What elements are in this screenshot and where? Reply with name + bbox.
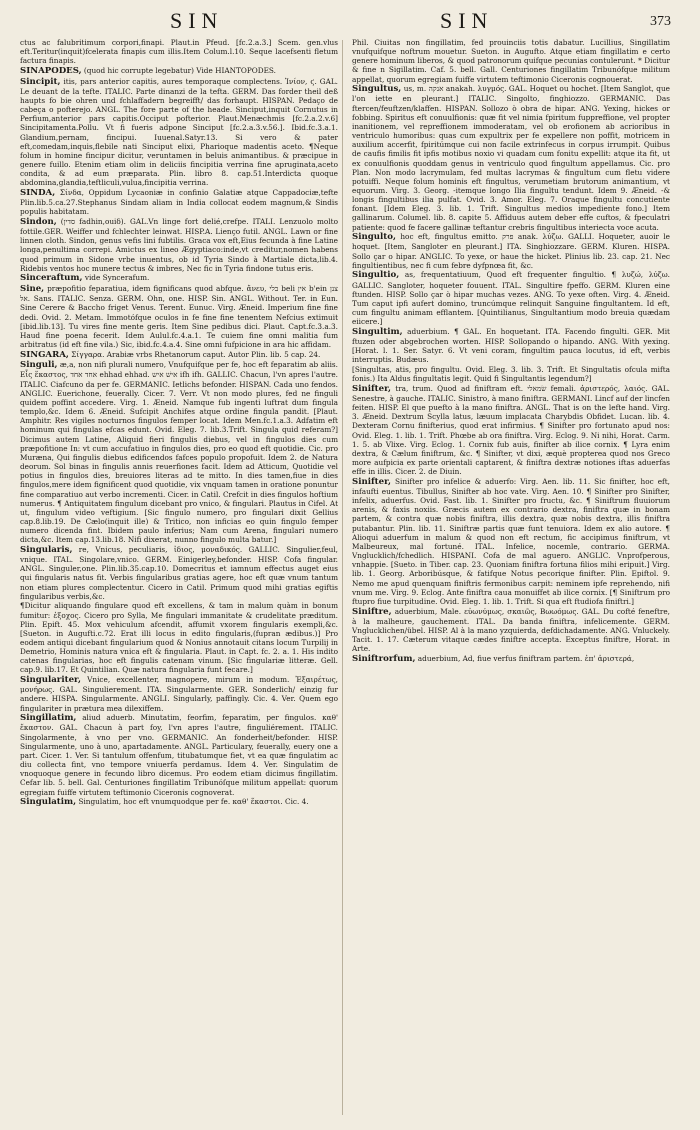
dictionary-entry [20,545,338,601]
dictionary-entry [20,601,338,674]
entry-text: aduerbium. ¶ GAL. En hoquetant. ITA. Facendo fingulti. GER. Mit ftuzen oder abgebrochen worten. HISP. Sollopando o hipando. ANG. With yexing. [Horat. l. 1. Ser. Satyr. 6. Vt veni coram, fingultim pauca locutus, id eft, verbis interruptis. Budæus. [352,326,670,365]
entry-text: ctus ac falubritimum corpori,finapi. Plaut.in Pfeud. [fc.2.a.3.] Scem. gen.vlus eft.Teritur(inquit)fcelerata finapis cum illis.Item Colum.l.10. Seque lacefsenti fletum factura finapis. [20,38,338,66]
entry-headword: Singulto, [352,232,396,243]
entry-headword: Singulariter, [20,675,81,686]
dictionary-entry [352,38,670,84]
entry-text: aduerbium, Male. εὐωνύμως, σκαιῶς, Βωωόμως. GAL. Du cofté feneftre, à la malheure, gauchement. ITAL. Da banda finiftra, infelicemente. GERM. Vnglucklichen/übel. HISP. Al à la mano yzquierda, defdichadamente. ANG. Vnluckely. Tacit. 1. 17. Cæterum vitaque cædes finiftre accepta. Exceptus finiftre, Horat. in Arte. [352,606,670,654]
entry-text: Singulatim, hoc eft vnumquodque per fe. καθ' ἕκαστοι. Cic. 4. [78,797,309,807]
entry-headword: Sindon, [20,216,57,227]
entry-text: Phil. Ciuitas non fingillatim, fed prouinciis totis dabatur. Lucillius, Singillatim vnufquifque noftrum mouetur. Sueton. in Augufto. Atque etiam fingillatim e certo genere hominum liberos, & quod patronorum quifque pecunias contulerunt. * Dicitur & fine n Sigillatim. Caf. 5. bell. Gall. Centuriones fingillatim Tribunófque militum appellat, quorum egregiam fuiffe virtutem teftimonio Ciceronis cognouerat. [352,38,670,84]
header-left-title: SIN [170,8,224,33]
dictionary-entry [352,327,670,365]
left-column [20,38,338,1120]
dictionary-entry [352,232,670,270]
entry-text: [Singultas, atis, pro fingultu. Ovid. Eleg. 3. lib. 3. Trift. Et Singultatis ofcula mifta fonis.) Ita Aldus fingultatis legit. Quid fi Singultantis legendum?] [352,364,670,384]
dictionary-entry [20,66,338,76]
entry-headword: Sincipit, [20,76,61,87]
entry-text: us, m. אנקה anakah. λυγμός. GAL. Hoquet ou hochet. [Item Sanglot, que l'on iette en pleurant.] ITALIC. Singolto, finghiozzo. GERMANIC. Das ftercen/feuftzen/klaffen. HISPAN. Sollozo ò obra de hipar. ANG. Yexing, hickes or fobbing. Spiritus eft conuulfionis: quæ fit vel nimia fpiritum fuppreffione, vel propter inanitionem, vel repreffionem immoderatam, vel ob erofionem ab acrioribus in ventriculo humoribus: quas cum expultrix per fe expellere non poffit, motricem in auxilium accerfit, fpiritúmque cui non facile extrinfecus in corpus irrumpit. Quibus de caufis fimilis fit ipfis motibus noxio vi quadam cum fonitu expellit: atque ita fit, ut ex conuulfionis quoddam genus in ventriculo quod fingultum appellamus. Cic. pro Plan. Non modo lacrymulam, fed multas lacrymas & fingultum cum fletu videre potuiffi. Neque folum hominis eft fingultus, verumetiam brutorum animantium, vt equorum. Virg. 3. Georg. -itemque longo Ilia fingultu tendunt. Idem 9. Æneid. -& longis fingultibus ilia pulfat. Ovid. 3. Amor. Eleg. 7. Oraque fingultu concutiente fonant. [Idem Eleg. 3. lib. 1. Trift. Singultus medios impediente fono.] Item gallinarum. Columel. lib. 8. capite 5. Affiduus autem deber effe cuftos, & fpeculatri patiente: quod fe facere gallinæ teftantur crebris fingultibus interiecta voce acuta. [352,84,670,232]
entry-text: itis, pars anterior capitis, aures temporaque complectens. Ἰνίον, ϛ. GAL. Le deuant de la tefte. ITALIC. Parte dinanzi de la tefta. GERM. Das forder theil deß haupts fo bie ohren und fchlaffadern begreifft/ das forhaupt. HISPAN. Pedaço de cabeça o pofterejo. ANGL. The fore parte of the heade. Sinciput,inquit Cornutus in Perfium,anterior pars capitis.Occiput pofterior. Plaut.Menæchmis [fc.2.a.2.v.6] Sincipitamenta.Pollu. Vt fi fueris adpone Sinciput [fc.2.a.3.v.56.]. Ibid.fc.3.a.1. Glandium,pernam, fincipui. Iuuenal.Satyr.13. Si vero & pater eft,comedam,inquis,flebile nati Sinciput elixi, Pharioque madentis aceto. ¶Neque folum in homine fincipur dicitur, veruntamen in beluis animantibus. & præcipue in genere fuillo. Etenim etiam olim in deliciis fincipitia verrina fine apruginata,aceto condita, & ad eum præparata. Plin. libro 8. cap.51.Interdicta quoque abdomina,glandia,teftliculi,vulua,fincipitia verrina. [20,76,338,188]
entry-headword: Singultus, [352,84,402,95]
dictionary-entry [20,350,338,360]
dictionary-entry [352,654,670,664]
dictionary-entry [20,360,338,544]
entry-text: as, frequentatiuum, Quod eft frequenter fingultio. ¶ λυζώ, λύζω. GALLIC. Sangloter, hoqueter fouuent. ITAL. Singultire fpeffo. GERM. Kluren eine ftunden. HISP. Sollo çar ò hipar muchas vezes. ANG. To yexe often. Virg. 4. Æneid. Tum caput ipfi aufert domino, truncúmque relinquit Sanguine fingultantem. Id eft, cum fingultu animam efflantem. [Quintilianus, Singultantium modo breuia quædam eiicere.] [352,270,670,327]
dictionary-entry [352,270,670,326]
entry-text: re, Vnicus, peculiaris, ἰδιος, μοναδικός. GALLIC. Singulier,feul, vnique. ITAL. Singolare,vnico. GERM. Einigerley,befonder. HISP. Cofa fingular. ANGL. Singuler,one. Plin.lib.35.cap.10. Domecritus et iamnum effectus auget eius qui fingularis natus fit. Verbis fingularibus gratias agere, hoc eft quæ vnum tantum non etiam plures complectentur. Cicero in Catil. Primum quod mihi gratias egiftis fingularibus verbis,&c. [20,544,338,601]
entry-headword: SINAPODES, [20,65,82,76]
page-number: 373 [650,14,671,29]
entry-headword: Singularis, [20,544,73,555]
header-right-title: SIN [440,8,494,33]
entry-headword: Siniftrorfum, [352,653,416,664]
entry-text: aliud aduerb. Minutatim, feorfim, feparatim, per fingulos. καθ' ἕκαστον. GAL. Chacun à part foy, l'vn apres l'autre, finguliérement. ITALIC. Singolarmente, à vno per vno. GERMANIC. An fonderheit/befonder. HISP. Singularmente, uno à uno, apartadamente. ANGL. Particulary, feuerally, euery one a part. Cicer. 1. Ver. Si tantulum offenfum, titubatumque fiet, vt ea quæ fingulatim ac diu collecta fint, vno tempore vniuerfa perdamus. Idem 4. Ver. Singulatim de vnoquoque genere in fecundo libro dicemus. Pro eodem etiam dicimus fingillatim. Cefar lib. 5. bell. Gal. Centuriones fingillatim Tribunóſque militum appellat: quorum egregiam fuiffe virtutem teftimonio Ciceronis cognoverat. [20,713,338,797]
entry-text: tra, trum. Quod ad finiftram eft. שׂמאלי femali. ἀριστερός, λαιός. GAL. Senestre, à gauche. ITALIC. Sinistro, à mano finiftra. GERMANI. Lincf auf der lincfen feiten. HISP. El que puefto à la mano finiftra. ANGL. That is on the lefte hand. Virg. 3. Æneid. Dextrum Scylla latus, læuum implacata Charybdis Obfidet. Lucan. lib. 4. Dexteram Cornu finifterius, quod erat infirmius. ¶ Sinifter pro fortunato apud nos: Ovid. Eleg. 1. lib. 1. Trift. Phœbe ab ora finiftra. Virg. Eclog. 9. Ni nihi, Horat. Carm. 1. 5. ab Vlixe. Virg. Eclog. 1. Cornix fub auis, finifter ab ilice cornix. ¶ Lyra enim dextra, & Cælum finiftrum, &c. ¶ Sinifter, vt dixi, æquè propterea quod nos Greco more aufpicia ex parte orientali captarent, & finiftra dextræ notiones iftas aduerfas effe in illis. Cicer. 2. de Diuin. [352,383,670,477]
dictionary-entry [20,713,338,796]
entry-text: Vnice, excellenter, magnopere, mirum in modum. Ἐξαιρέτως, μονήρως. GAL. Singulierement. ITA. Singularmente. GER. Sonderlich/ einzig fur andere. HISPA. Singularmente. ANGLI. Singularly, paffingly. Cic. 4. Ver. Quem ego fingulariter in prætura mea dilexiffem. [20,675,338,713]
dictionary-entry [352,384,670,477]
entry-headword: Sinifter, [352,476,392,487]
entry-text: Σίγγαρα. Arabiæ vrbs Rhetanorum caput. Autor Plin. lib. 5 cap. 24. [71,349,321,359]
entry-headword: Sinifter, [352,383,392,394]
entry-headword: Sinceraftum, [20,273,83,284]
entry-headword: Singultim, [352,326,403,337]
dictionary-entry [352,365,670,383]
entry-text: aduerbium, Ad, fiue verfus finiftram partem. ἐπ' ἀριστερά, [417,653,635,663]
entry-text: ¶Dicitur aliquando fingulare quod eft excellens, & tam in malum quàm in bonum fumitur: ἐξοχος. Cicero pro Sylla, Me fingulari immanitate & crudelitate præditum. Plin. Epift. 45. Mox vehiculum afcendit, affumit vxorem fingularis exempli,&c. [Sueton. in Augufti.c.72. Erat illi locus in edito fingularis,(fupran ædibus.)] Pro eodem antiqui dicebant fingularium quod & Nonius annotauit citans locum Turpilij in Demetrio, Hominis natura vnica eft & fingularia. Plaut. in Capt. fc. 2. a. 1. His indito catenas fingularias, hoc eft fingulis catenam vinum. [Sic fingulariæ litteræ. Gell. cap.9. lib.17. Et Quintilian. Quæ natura fingularia funt fecare.] [20,601,338,675]
running-header [0,0,700,40]
dictionary-entry [20,217,338,273]
dictionary-entry [20,77,338,188]
entry-text: Σίνδα, Oppidum Lycaoniæ in confinio Galatiæ atque Cappadociæ,tefte Plin.lib.5.ca.27.Stephanus Sindam aliam in India collocat eodem magnum,& Sindis populis habitatam. [20,188,338,217]
dictionary-entry [20,188,338,216]
entry-headword: Singuli, [20,360,58,371]
dictionary-entry [352,84,670,232]
entry-headword: Singillatim, [20,713,77,724]
column-divider [342,40,343,1115]
entry-headword: Singulatim, [20,797,77,808]
entry-text: vide Syncerafum. [84,273,150,283]
right-column [352,38,670,1120]
entry-text: hoc eft, fingultus emitto. פרק anak. λύζω. GALLI. Hoqueter, auoir le hoquet. [Item, Sangloter en pleurant.] ITA. Singhiozzare. GERM. Kluren. HISPA. Sollo çar o hipar. ANGLIC. To yexe, or haue the hicket. Plinius lib. 23. cap. 21. Nec fingultientibus, nec fi cum febre dyfpnœa fit, &c. [352,232,670,270]
entry-headword: SINGARA, [20,349,69,360]
entry-headword: Siniftre, [352,606,392,617]
entry-text: Sinifter pro infelice & aduerfo: Virg. Aen. lib. 11. Sic finifter, hoc eft, infaufti euentus. Tibullus, Sinifter ab hoc vate. Virg. Aen. 10. ¶ Sinifter pro Sinifter, infelix, aduerfus. Ovid. Fast. lib. 1. Sinifter pro fructu, &c. ¶ Siniftrum fluuiorum arenis, & faxis noxiis. Græcis autem ex contrario dextra, finiftra quæ in bonam partem, & contra quæ nobis finiftra, illis dextra, quæ nobis dextra, illis finiftra putabantur. Plin. lib. 11. Siniftræ partis quæ funt tenuiora. Idem ex alio autore. ¶ Alioqui aduerfum in malum & quod non eft rectum, fic accipimus finiftrum, vt Malbeureux, mal fortuné. ITAL. Infelice, nocemle, contrario. GERMA. Vnglucklich/fchedlich. HISPANI. Cofa de mal aguero. ANGLIC. Vnprofperous, vnhappie. [Sueto. in Tiber. cap. 23. Quoniam finiftra fortuna filios mihi eripuit.] Virg. lib. 1. Georg. Arboribúsque, & fatifque Notus pecorique finifter. Plin. Epiftol. 9. Nemo me apud quenquam finiftris fermonibus carpit: neminem ipfe reprehendo, nifi vnum me. Virg. 9. Eclog. Ante finiftra caua monuiffet ab ilice cornix. [¶ Siniftrum pro ftupro fiue turpitudine. Ovid. Eleg. 1. lib. 1. Trift. Si qua eft ftudiofa finiftri.] [352,476,670,606]
entry-headword: SINDA, [20,188,56,198]
entry-headword: Singultio, [352,270,400,281]
dictionary-entry [352,477,670,606]
dictionary-entry [20,284,338,349]
entry-text: (quod hic corrupte legebatur) Vide HIANTOPODES. [83,65,276,75]
entry-text: (סדין fadhin,ouiδ). GAL.Vn linge fort delié,crefpe. ITALI. Lenzuolo molto fottile.GER. Weiffer und fchlechter leinwat. HISP.A. Lienço futil. ANGL. Lawn or fine linnen cloth. Sindon, genus vefis lini fubtilis. Graca vox eft,Eius fecunda à fine Latine longa,penultima correpi. Amictus ex lineo Ægyptiaco:inde,vt creditur,nomen habens quod primum in Sidone vrbe inuentus, ob id Tyria Sindo à Martiale dicta,lib.4. Ridebis ventos hoc munere tectus & imbres, Nec fic in Tyria findone tutus eris. [20,216,338,273]
entry-text: æ,a, non nifi plurali numero, Vnufquifque per fe, hoc eft feparatim ab aliis. Εἷς ἕκαστος, אחד אחד ehhad ehhad. אישׁ איש ifh ifh. GALLIC. Chacun, l'vn apres l'autre. ITALIC. Ciafcuno da per fe. GERMANIC. Ietlichs befonder. HISPAN. Cada uno fendos. ANGLIC. Euerichone, feuerally. Cicer. 7. Verr. Vt non modo plures, fed ne finguli quidem poffint accedere. Virg. 1. Æneid. Namque fub ingenti luftrat dum fingula templo,&c. Idem 6. Æneid. Sufcipit Anchifes atque ordine fingula pandit. [Plaut. Amphitr. Res vigiles nocturnos fingulos femper locat. Idem Men.fc.1.a.3. Adfatim eft hominum qui fingulas efcas edunt. Ovid. Eleg. 7. lib.3.Trift. Singula quid referam?] Dicimus autem Latine, Aliquid fieri fingulis diebus, vel in fingulos dies cum præpofitione In: vt cum accufatiuo in fingulos dies, pro eo quod eft quotidie. Cic. pro Muræna, Qui fingulis diebus edificendos fafces populo propofuit. Idem 2. de Natura deorum. Sol binas in fingulis annis reuerfiones facit. Idem ad Atticum, Quotidie vel potius in fingulos dies, breuiores literas ad te mitto. In dies tamen,fiue in dies fingulos,mere idem fignificent quod quotidie, vix vnquam tamen in oratione ponuntur fine comparatiuo aut verbo incrementi. Cicer. in Catil. Crefcit in dies fingulos hoftium numerus. ¶ Antiquitatem fingulum dicebant pro vnico, & fingulari. Plautus in Cifel. At ut, fingulum video veftigium. [Sic fingulo numero, pro fingulari dixit Gellius cap.8.lib.19. De Cælo(inquit ille) & Tritico, non inficias eo quin fingulo femper numero dicenda fint. Ibidem paulo inferius; Nam cum Arena, fingulari numero dicta,&c. Item cap.13.lib.18. Nifi dixerat, nunno fingulo multa batur.] [20,360,338,545]
dictionary-entry [352,607,670,654]
entry-text: præpofitio feparatiua, idem fignificans quod abfque. ἄνευ, בלי beli אין b'ein צנן אל. Sans. ITALIC. Senza. GERM. Ohn, one. HISP. Sin. ANGL. Without. Ter. in Eun. Sine Cerere & Baccho friget Venus. Terent. Eunuc. Virg. Æneid. Imperium fine fine dedi. Ovid. 2. Metam. Immotófque oculos in fe fine fine tenentem Nefcius extimuit [ibid.lib.13]. Tu vires fine mente geris. Item Sine pedibus dici. Plaut. Capt.fc.3.a.3. Haud fine poena fecerit. Idem Aulul.fc.4.a.1. Te cuiem fine omni malitia fum arbitratus (id eft fine vila.) Sic, ibid.fc.4.a.4. Sine omni fufpicione in ara hic affidam. [20,284,338,349]
dictionary-entry [20,797,338,807]
dictionary-entry [20,38,338,65]
dictionary-entry [20,273,338,283]
dictionary-entry [20,675,338,713]
entry-headword: Sine, [20,284,45,295]
